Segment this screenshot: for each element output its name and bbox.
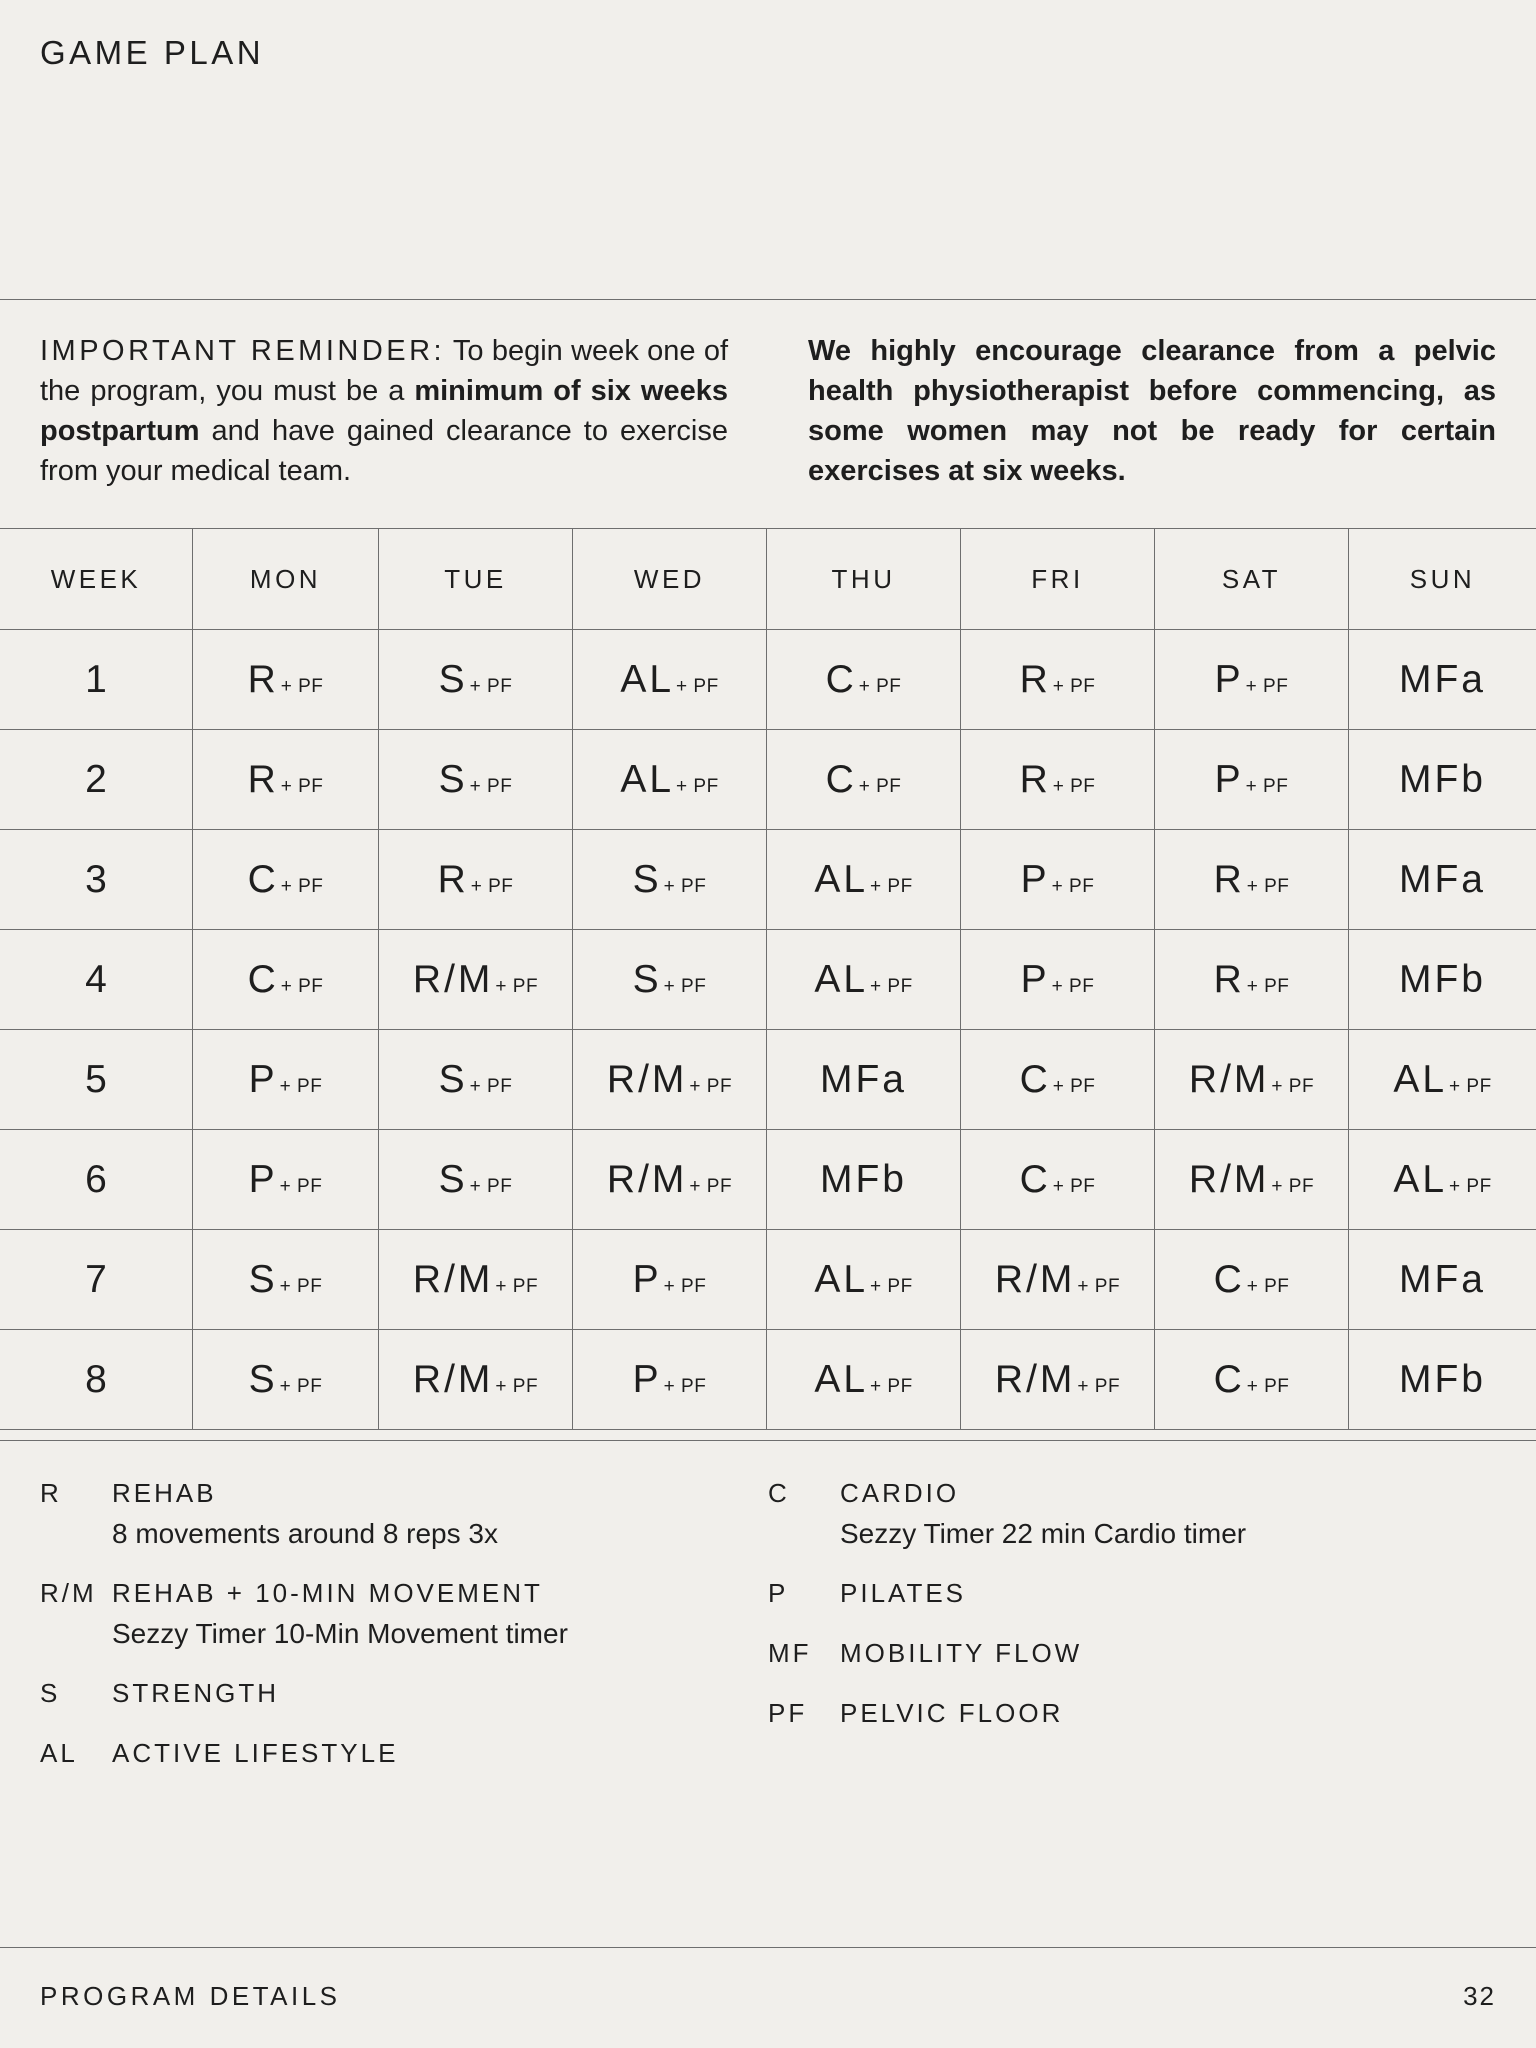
legend-abbreviation: C [768,1478,790,1508]
workout-code: R/M [606,1057,688,1101]
pelvic-floor-suffix: + PF [870,1375,913,1397]
workout-code: S [632,857,662,901]
workout-code: MFa [1399,657,1486,701]
schedule-table [0,528,1536,1430]
workout-cell [767,1330,961,1430]
pelvic-floor-suffix: + PF [858,775,902,797]
workout-cell [1155,630,1349,730]
workout-code: MFb [1399,1357,1486,1401]
pelvic-floor-suffix: + PF [1052,775,1096,797]
workout-cell [193,730,379,830]
pelvic-floor-suffix: + PF [663,1275,707,1297]
schedule-header-row [0,529,1536,630]
workout-code: AL [814,957,869,1001]
schedule-body [0,630,1536,1430]
header-wed: WED [573,529,767,630]
schedule-row-week-4 [0,930,1536,1030]
pelvic-floor-suffix: + PF [280,775,324,797]
pelvic-floor-suffix: + PF [280,875,324,897]
pelvic-floor-suffix: + PF [1245,775,1289,797]
workout-cell [1155,1330,1349,1430]
workout-cell [379,830,573,930]
legend-description: Sezzy Timer 22 min Cardio timer [840,1518,1247,1549]
workout-code: C [1019,1057,1051,1101]
top-divider [0,299,1536,300]
pelvic-floor-suffix: + PF [663,875,707,897]
pelvic-floor-suffix: + PF [1051,875,1095,897]
workout-code: C [247,957,279,1001]
pelvic-floor-suffix: + PF [870,975,913,997]
workout-code: R [1019,657,1051,701]
workout-cell [379,730,573,830]
workout-cell [1155,830,1349,930]
pelvic-floor-suffix: + PF [469,775,513,797]
workout-code: R [1019,757,1051,801]
workout-code: R/M [994,1257,1076,1301]
week-number: 3 [0,830,193,930]
pelvic-floor-suffix: + PF [1271,1075,1315,1097]
legend-name: REHAB + 10-MIN MOVEMENT [112,1578,543,1608]
workout-cell [1349,630,1536,730]
pelvic-floor-suffix: + PF [858,675,902,697]
workout-cell [961,830,1155,930]
workout-cell [193,830,379,930]
workout-cell [1349,1330,1536,1430]
week-number: 8 [0,1330,193,1430]
pelvic-floor-suffix: + PF [676,675,719,697]
workout-cell [961,1230,1155,1330]
pelvic-floor-suffix: + PF [470,875,514,897]
workout-code: R/M [412,1257,494,1301]
workout-code: R/M [1188,1057,1270,1101]
workout-cell [961,930,1155,1030]
week-number: 5 [0,1030,193,1130]
pelvic-floor-suffix: + PF [1271,1175,1315,1197]
legend-abbreviation: R/M [40,1578,97,1608]
workout-code: C [825,757,857,801]
pelvic-floor-suffix: + PF [689,1075,733,1097]
workout-code: R/M [412,1357,494,1401]
schedule-row-week-5 [0,1030,1536,1130]
workout-cell [379,930,573,1030]
schedule-row-week-2 [0,730,1536,830]
legend-name: REHAB [112,1478,217,1508]
workout-cell [767,1030,961,1130]
workout-code: P [1020,857,1050,901]
workout-code: AL [814,1357,869,1401]
workout-code: C [825,657,857,701]
workout-code: MFa [820,1057,907,1101]
pelvic-floor-suffix: + PF [495,975,539,997]
legend-name: MOBILITY FLOW [840,1638,1083,1668]
workout-cell [1349,1230,1536,1330]
workout-cell [573,630,767,730]
workout-cell [193,1130,379,1230]
workout-cell [379,630,573,730]
week-number: 7 [0,1230,193,1330]
workout-code: MFb [1399,957,1486,1001]
workout-code: P [248,1057,278,1101]
workout-cell [767,730,961,830]
reminder-text-b: and have gained clearance to exercise from your medical team. [40,415,728,487]
week-number: 2 [0,730,193,830]
legend-name: CARDIO [840,1478,960,1508]
workout-cell [379,1330,573,1430]
legend-description: 8 movements around 8 reps 3x [112,1518,498,1549]
workout-code: R/M [606,1157,688,1201]
legend-name: PILATES [840,1578,967,1608]
legend-name: PELVIC FLOOR [840,1698,1064,1728]
header-sun: SUN [1349,529,1536,630]
workout-cell [961,730,1155,830]
workout-cell [961,630,1155,730]
workout-cell [1349,930,1536,1030]
workout-code: MFa [1399,857,1486,901]
workout-cell [1155,1230,1349,1330]
pelvic-floor-suffix: + PF [1051,975,1095,997]
pelvic-floor-suffix: + PF [676,775,719,797]
legend-description: Sezzy Timer 10-Min Movement timer [112,1618,568,1649]
workout-code: P [632,1357,662,1401]
pelvic-floor-suffix: + PF [1245,675,1289,697]
workout-cell [573,1330,767,1430]
workout-cell [573,1130,767,1230]
pelvic-floor-suffix: + PF [280,675,324,697]
pelvic-floor-suffix: + PF [1246,975,1290,997]
footer-divider [0,1947,1536,1948]
workout-code: AL [1393,1157,1448,1201]
workout-cell [573,930,767,1030]
workout-cell [573,730,767,830]
pelvic-floor-suffix: + PF [1246,1375,1290,1397]
workout-cell [1155,1030,1349,1130]
workout-code: S [438,1057,468,1101]
pelvic-floor-suffix: + PF [1246,1275,1290,1297]
workout-code: AL [814,1257,869,1301]
week-number: 4 [0,930,193,1030]
workout-code: S [438,1157,468,1201]
workout-code: P [1020,957,1050,1001]
header-fri: FRI [961,529,1155,630]
page-number: 32 [1463,1981,1496,2011]
workout-cell [379,1130,573,1230]
workout-code: P [248,1157,278,1201]
workout-cell [1349,730,1536,830]
schedule-row-week-1 [0,630,1536,730]
pelvic-floor-suffix: + PF [495,1275,539,1297]
workout-code: R [1213,957,1245,1001]
header-mon: MON [193,529,379,630]
workout-code: R [247,757,279,801]
workout-code: AL [814,857,869,901]
workout-cell [1349,830,1536,930]
workout-code: AL [1393,1057,1448,1101]
reminder-bold-text: minimum of six weeks postpartum [40,375,728,447]
pelvic-floor-suffix: + PF [1449,1075,1492,1097]
week-number: 1 [0,630,193,730]
table-bottom-divider [0,1440,1536,1441]
workout-code: MFb [820,1157,907,1201]
pelvic-floor-suffix: + PF [279,1375,323,1397]
workout-cell [573,1230,767,1330]
workout-code: S [248,1257,278,1301]
pelvic-floor-suffix: + PF [1077,1375,1121,1397]
clearance-note: We highly encourage clearance from a pelvic health physiotherapist before commencing, as some women may not be ready for certain exercises at six weeks. [808,335,1496,487]
pelvic-floor-suffix: + PF [279,1175,323,1197]
workout-cell [1155,1130,1349,1230]
workout-code: AL [620,657,675,701]
pelvic-floor-suffix: + PF [280,975,324,997]
workout-code: C [1213,1357,1245,1401]
workout-cell [193,1030,379,1130]
important-reminder [40,331,728,491]
pelvic-floor-suffix: + PF [1077,1275,1121,1297]
header-week: WEEK [0,529,193,630]
legend-abbreviation: P [768,1578,789,1608]
pelvic-floor-suffix: + PF [870,875,913,897]
workout-cell [193,630,379,730]
workout-cell [193,1230,379,1330]
pelvic-floor-suffix: + PF [689,1175,733,1197]
workout-cell [573,1030,767,1130]
legend-abbreviation: AL [40,1738,78,1768]
workout-cell [193,1330,379,1430]
pelvic-floor-suffix: + PF [663,975,707,997]
workout-code: S [632,957,662,1001]
workout-cell [573,830,767,930]
workout-cell [379,1230,573,1330]
pelvic-floor-suffix: + PF [1246,875,1290,897]
pelvic-floor-suffix: + PF [1052,1075,1096,1097]
workout-code: C [1019,1157,1051,1201]
workout-cell [961,1330,1155,1430]
workout-code: R [437,857,469,901]
workout-cell [961,1030,1155,1130]
pelvic-floor-suffix: + PF [469,1075,513,1097]
workout-cell [767,630,961,730]
workout-code: S [438,757,468,801]
pelvic-floor-suffix: + PF [1052,675,1096,697]
pelvic-floor-suffix: + PF [279,1275,323,1297]
workout-code: R/M [412,957,494,1001]
footer-section-title: PROGRAM DETAILS [40,1981,341,2011]
pelvic-floor-suffix: + PF [279,1075,323,1097]
workout-cell [1349,1130,1536,1230]
schedule-row-week-7 [0,1230,1536,1330]
header-thu: THU [767,529,961,630]
legend-abbreviation: R [40,1478,62,1508]
pelvic-floor-suffix: + PF [495,1375,539,1397]
workout-cell [767,930,961,1030]
workout-code: R [1213,857,1245,901]
header-sat: SAT [1155,529,1349,630]
workout-code: P [1214,657,1244,701]
workout-cell [767,1130,961,1230]
legend-abbreviation: MF [768,1638,812,1668]
legend-abbreviation: PF [768,1698,808,1728]
schedule-row-week-6 [0,1130,1536,1230]
workout-code: R/M [994,1357,1076,1401]
workout-cell [193,930,379,1030]
pelvic-floor-suffix: + PF [469,1175,513,1197]
workout-code: P [632,1257,662,1301]
pelvic-floor-suffix: + PF [1052,1175,1096,1197]
workout-code: C [247,857,279,901]
page-title: GAME PLAN [40,34,265,71]
reminder-label: IMPORTANT REMINDER: [40,335,446,367]
workout-code: R/M [1188,1157,1270,1201]
workout-code: S [438,657,468,701]
week-number: 6 [0,1130,193,1230]
workout-cell [379,1030,573,1130]
workout-code: AL [620,757,675,801]
schedule-row-week-3 [0,830,1536,930]
legend-name: ACTIVE LIFESTYLE [112,1738,399,1768]
workout-cell [1349,1030,1536,1130]
workout-code: P [1214,757,1244,801]
legend-name: STRENGTH [112,1678,279,1708]
workout-code: C [1213,1257,1245,1301]
workout-cell [1155,930,1349,1030]
workout-code: S [248,1357,278,1401]
header-tue: TUE [379,529,573,630]
pelvic-floor-suffix: + PF [1449,1175,1492,1197]
workout-code: MFb [1399,757,1486,801]
workout-cell [961,1130,1155,1230]
schedule-row-week-8 [0,1330,1536,1430]
workout-code: MFa [1399,1257,1486,1301]
legend-abbreviation: S [40,1678,61,1708]
reminder-text-a: To begin week one of the program, you must be a [40,335,729,407]
workout-cell [767,1230,961,1330]
pelvic-floor-suffix: + PF [469,675,513,697]
pelvic-floor-suffix: + PF [870,1275,913,1297]
pelvic-floor-suffix: + PF [663,1375,707,1397]
workout-cell [767,830,961,930]
workout-code: R [247,657,279,701]
workout-cell [1155,730,1349,830]
